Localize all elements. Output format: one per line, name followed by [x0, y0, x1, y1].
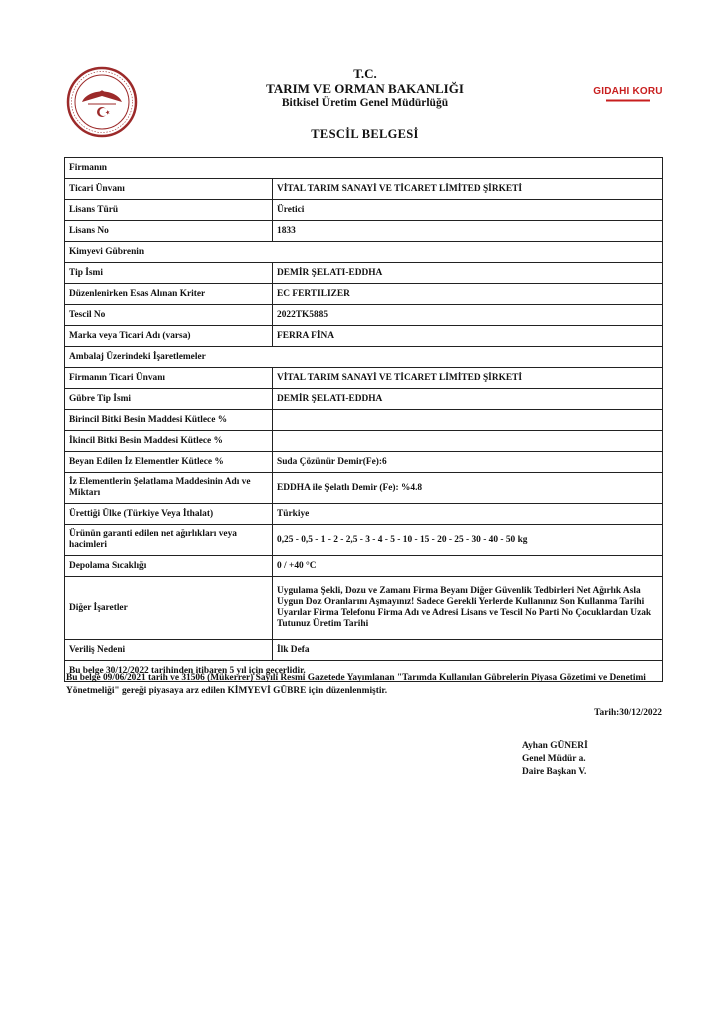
row-label: Ürünün garanti edilen net ağırlıkları veya hacimleri	[65, 525, 273, 556]
table-row	[65, 389, 663, 410]
brand-name: GIDAHI KORU	[593, 86, 663, 97]
row-label: İkincil Bitki Besin Maddesi Kütlece %	[65, 431, 273, 452]
row-value: FERRA FİNA	[273, 326, 663, 347]
row-value: VİTAL TARIM SANAYİ VE TİCARET LİMİTED ŞİRKETİ	[273, 179, 663, 200]
validity-text: Bu belge 30/12/2022 tarihinden itibaren 5 yıl için geçerlidir.	[65, 661, 663, 682]
header-ministry: TARIM VE ORMAN BAKANLIĞI	[266, 81, 464, 96]
signatory-name: Ayhan GÜNERİ	[522, 741, 588, 751]
table-row	[65, 221, 663, 242]
registration-table	[64, 157, 663, 682]
row-label: Lisans Türü	[65, 200, 273, 221]
row-label: Beyan Edilen İz Elementler Kütlece %	[65, 452, 273, 473]
row-value: 0,25 - 0,5 - 1 - 2 - 2,5 - 3 - 4 - 5 - 10 - 15 - 20 - 25 - 30 - 40 - 50 kg	[273, 525, 663, 556]
row-label: Marka veya Ticari Adı (varsa)	[65, 326, 273, 347]
section-firm: Firmanın	[65, 158, 663, 179]
brand-logo	[588, 86, 668, 103]
row-value: EDDHA ile Şelatlı Demir (Fe): %4.8	[273, 473, 663, 504]
table-row	[65, 368, 663, 389]
table-row	[65, 200, 663, 221]
row-value: DEMİR ŞELATI-EDDHA	[273, 389, 663, 410]
row-value: Türkiye	[273, 504, 663, 525]
table-row	[65, 640, 663, 661]
row-value: 2022TK5885	[273, 305, 663, 326]
row-label: Lisans No	[65, 221, 273, 242]
table-row	[65, 504, 663, 525]
table-row	[65, 431, 663, 452]
table-row	[65, 473, 663, 504]
row-value: 1833	[273, 221, 663, 242]
row-value	[273, 431, 663, 452]
brand-subline-icon	[588, 98, 668, 103]
header-country: T.C.	[353, 66, 377, 81]
row-value: DEMİR ŞELATI-EDDHA	[273, 263, 663, 284]
row-label: Düzenlenirken Esas Alınan Kriter	[65, 284, 273, 305]
row-value: Üretici	[273, 200, 663, 221]
row-value: Suda Çözünür Demir(Fe):6	[273, 452, 663, 473]
row-value: İlk Defa	[273, 640, 663, 661]
table-row	[65, 263, 663, 284]
row-label: İz Elementlerin Şelatlama Maddesinin Adı ve Miktarı	[65, 473, 273, 504]
row-value: VİTAL TARIM SANAYİ VE TİCARET LİMİTED ŞİRKETİ	[273, 368, 663, 389]
row-value: 0 / +40 °C	[273, 556, 663, 577]
row-label: Ticari Ünvanı	[65, 179, 273, 200]
signatory-title: Genel Müdür a.	[522, 754, 586, 764]
ministry-seal-icon	[66, 66, 138, 138]
signature-block	[522, 740, 662, 779]
row-label: Birincil Bitki Besin Maddesi Kütlece %	[65, 410, 273, 431]
row-value: Uygulama Şekli, Dozu ve Zamanı Firma Beyanı Diğer Güvenlik Tedbirleri Net Ağırlık Asla Uygun Doz Oranlarını Aşmayınız! Sadece Gerekli Yerlerde Kullanınız Son Kullanma Tarihi Uyarılar Firma Telefonu Firma Adı ve Adresi Lisans ve Tescil No Parti No Çocuklardan Uzak Tutunuz Üretim Tarihi	[273, 577, 663, 640]
section-fertilizer: Kimyevi Gübrenin	[65, 242, 663, 263]
table-row	[65, 577, 663, 640]
table-row	[65, 452, 663, 473]
row-label: Veriliş Nedeni	[65, 640, 273, 661]
document-header	[200, 66, 530, 110]
table-row	[65, 525, 663, 556]
row-label: Firmanın Ticari Ünvanı	[65, 368, 273, 389]
table-row	[65, 284, 663, 305]
header-directorate: Bitkisel Üretim Genel Müdürlüğü	[281, 97, 449, 109]
row-label: Gübre Tip İsmi	[65, 389, 273, 410]
row-label: Diğer İşaretler	[65, 577, 273, 640]
table-row	[65, 179, 663, 200]
legal-text: Bu belge 09/06/2021 tarih ve 31506 (Mükerrer) Sayılı Resmi Gazetede Yayımlanan "Tarımda Kullanılan Gübrelerin Piyasa Gözetimi ve Denetimi Yönetmeliği" gereği piyasaya arz edilen KİMYEVİ GÜBRE için düzenlenmiştir.	[66, 673, 646, 696]
table-row	[65, 556, 663, 577]
table-row	[65, 326, 663, 347]
signatory-title-2: Daire Başkan V.	[522, 767, 587, 777]
section-row	[65, 242, 663, 263]
row-label: Tip İsmi	[65, 263, 273, 284]
row-label: Tescil No	[65, 305, 273, 326]
section-row	[65, 347, 663, 368]
row-value: EC FERTILIZER	[273, 284, 663, 305]
row-label: Ürettiği Ülke (Türkiye Veya İthalat)	[65, 504, 273, 525]
document-date: Tarih:30/12/2022	[594, 708, 662, 718]
document-title: TESCİL BELGESİ	[311, 127, 419, 141]
row-label: Depolama Sıcaklığı	[65, 556, 273, 577]
table-row	[65, 305, 663, 326]
row-value	[273, 410, 663, 431]
table-row	[65, 410, 663, 431]
section-row	[65, 158, 663, 179]
section-packaging: Ambalaj Üzerindeki İşaretlemeler	[65, 347, 663, 368]
